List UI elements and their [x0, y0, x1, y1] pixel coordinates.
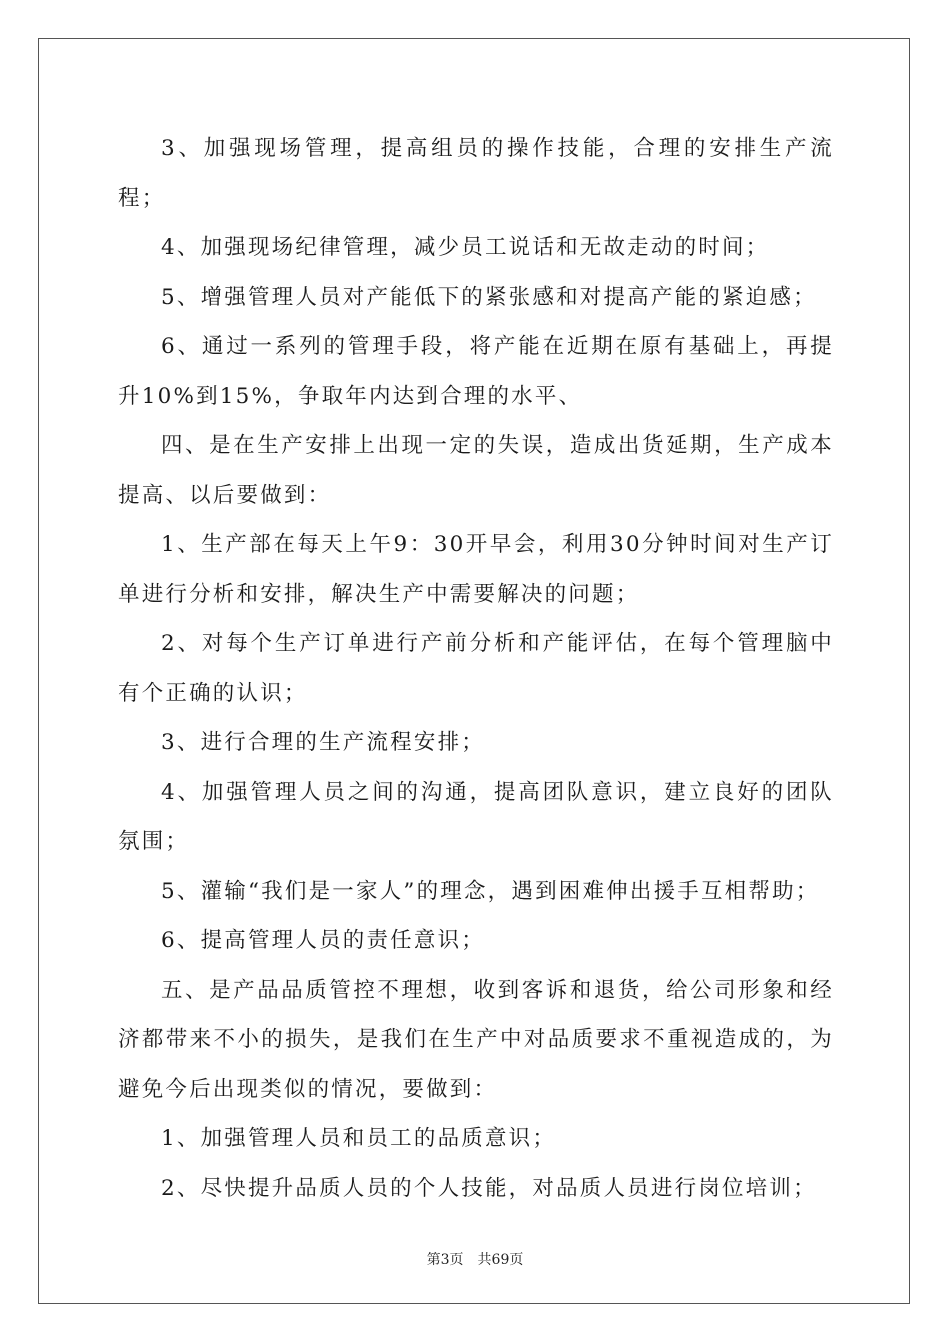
paragraph: 3、加强现场管理，提高组员的操作技能，合理的安排生产流程；	[118, 136, 834, 211]
paragraph: 2、尽快提升品质人员的个人技能，对品质人员进行岗位培训；	[161, 1175, 817, 1201]
paragraph: 4、加强现场纪律管理，减少员工说话和无故走动的时间；	[161, 235, 770, 260]
page-total: 共69页	[477, 1252, 524, 1268]
paragraph: 6、通过一系列的管理手段，将产能在近期在原有基础上，再提升10%到15%，争取年内达到合理的水平、	[118, 334, 834, 409]
paragraph: 5、增强管理人员对产能低下的紧张感和对提高产能的紧迫感；	[161, 284, 817, 310]
paragraph: 五、是产品品质管控不理想，收到客诉和退货，给公司形象和经济都带来不小的损失，是我们在生产中对品质要求不重视造成的，为避免今后出现类似的情况，要做到：	[118, 977, 834, 1102]
document-body	[118, 124, 834, 1213]
paragraph: 5、灌输“我们是一家人”的理念，遇到困难伸出援手互相帮助；	[161, 878, 820, 904]
paragraph: 6、提高管理人员的责任意识；	[161, 928, 485, 953]
paragraph: 四、是在生产安排上出现一定的失误，造成出货延期，生产成本提高、以后要做到：	[118, 433, 834, 508]
paragraph: 3、进行合理的生产流程安排；	[161, 730, 485, 755]
paragraph: 1、加强管理人员和员工的品质意识；	[161, 1126, 557, 1151]
paragraph: 4、加强管理人员之间的沟通，提高团队意识，建立良好的团队氛围；	[118, 779, 834, 854]
paragraph: 2、对每个生产订单进行产前分析和产能评估，在每个管理脑中有个正确的认识；	[118, 631, 834, 706]
page-footer	[0, 1249, 950, 1269]
page-number: 第3页	[426, 1252, 464, 1268]
paragraph: 1、生产部在每天上午9：30开早会，利用30分钟时间对生产订单进行分析和安排，解决生产中需要解决的问题；	[118, 532, 834, 607]
